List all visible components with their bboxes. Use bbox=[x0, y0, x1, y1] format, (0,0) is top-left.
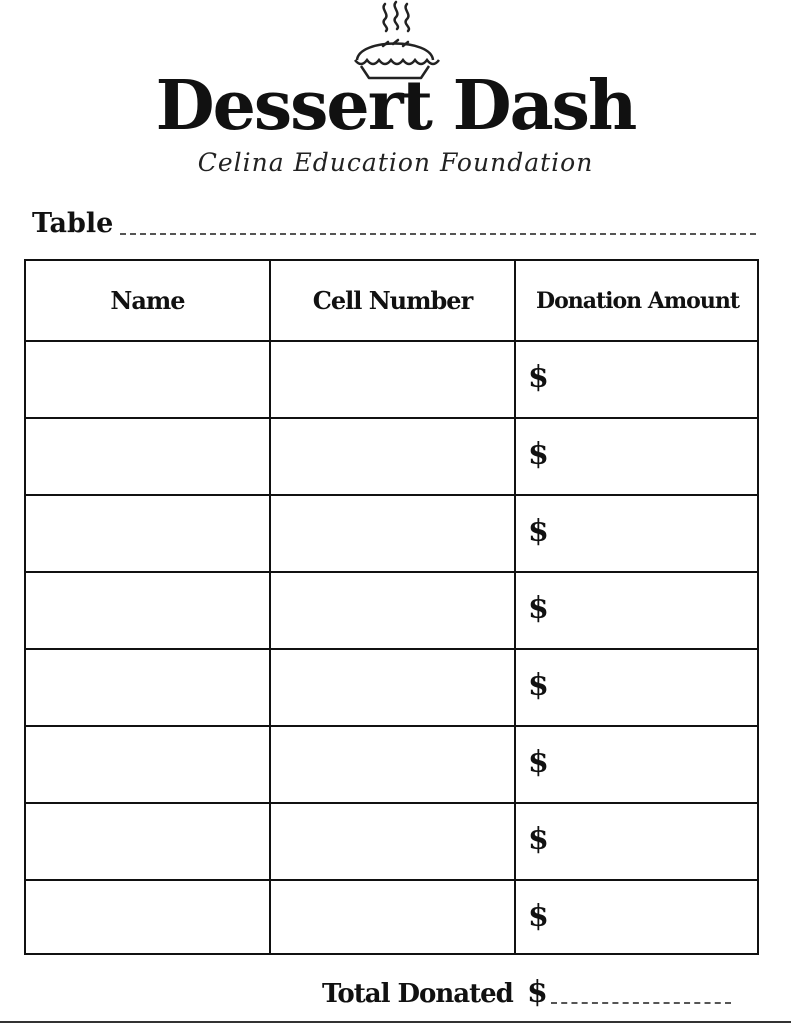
row-divider bbox=[26, 417, 757, 419]
column-header-name: Name bbox=[110, 286, 185, 315]
row-divider bbox=[26, 494, 757, 496]
donation-currency-symbol: $ bbox=[528, 745, 549, 780]
column-divider bbox=[514, 261, 516, 953]
total-donated-blank[interactable] bbox=[551, 1002, 731, 1004]
donation-currency-symbol: $ bbox=[528, 822, 549, 857]
table-number-label: Table bbox=[32, 208, 114, 239]
table-number-blank[interactable] bbox=[120, 233, 756, 235]
donation-currency-symbol: $ bbox=[528, 514, 549, 549]
donation-currency-symbol: $ bbox=[528, 360, 549, 395]
column-header-donation-amount: Donation Amount bbox=[535, 287, 740, 314]
page-title: Dessert Dash bbox=[155, 66, 636, 146]
row-divider bbox=[26, 340, 757, 342]
row-divider bbox=[26, 571, 757, 573]
row-divider bbox=[26, 648, 757, 650]
row-divider bbox=[26, 725, 757, 727]
donation-table bbox=[24, 259, 759, 955]
donation-currency-symbol: $ bbox=[528, 668, 549, 703]
total-donated-label: Total Donated bbox=[322, 979, 513, 1009]
page-bottom-rule bbox=[0, 1021, 791, 1023]
column-divider bbox=[269, 261, 271, 953]
organization-name: Celina Education Foundation bbox=[197, 148, 594, 177]
row-divider bbox=[26, 802, 757, 804]
column-header-cell-number: Cell Number bbox=[312, 286, 473, 315]
donation-currency-symbol: $ bbox=[528, 899, 549, 934]
row-divider bbox=[26, 879, 757, 881]
donation-currency-symbol: $ bbox=[528, 437, 549, 472]
total-currency-symbol: $ bbox=[527, 975, 548, 1010]
donation-currency-symbol: $ bbox=[528, 591, 549, 626]
